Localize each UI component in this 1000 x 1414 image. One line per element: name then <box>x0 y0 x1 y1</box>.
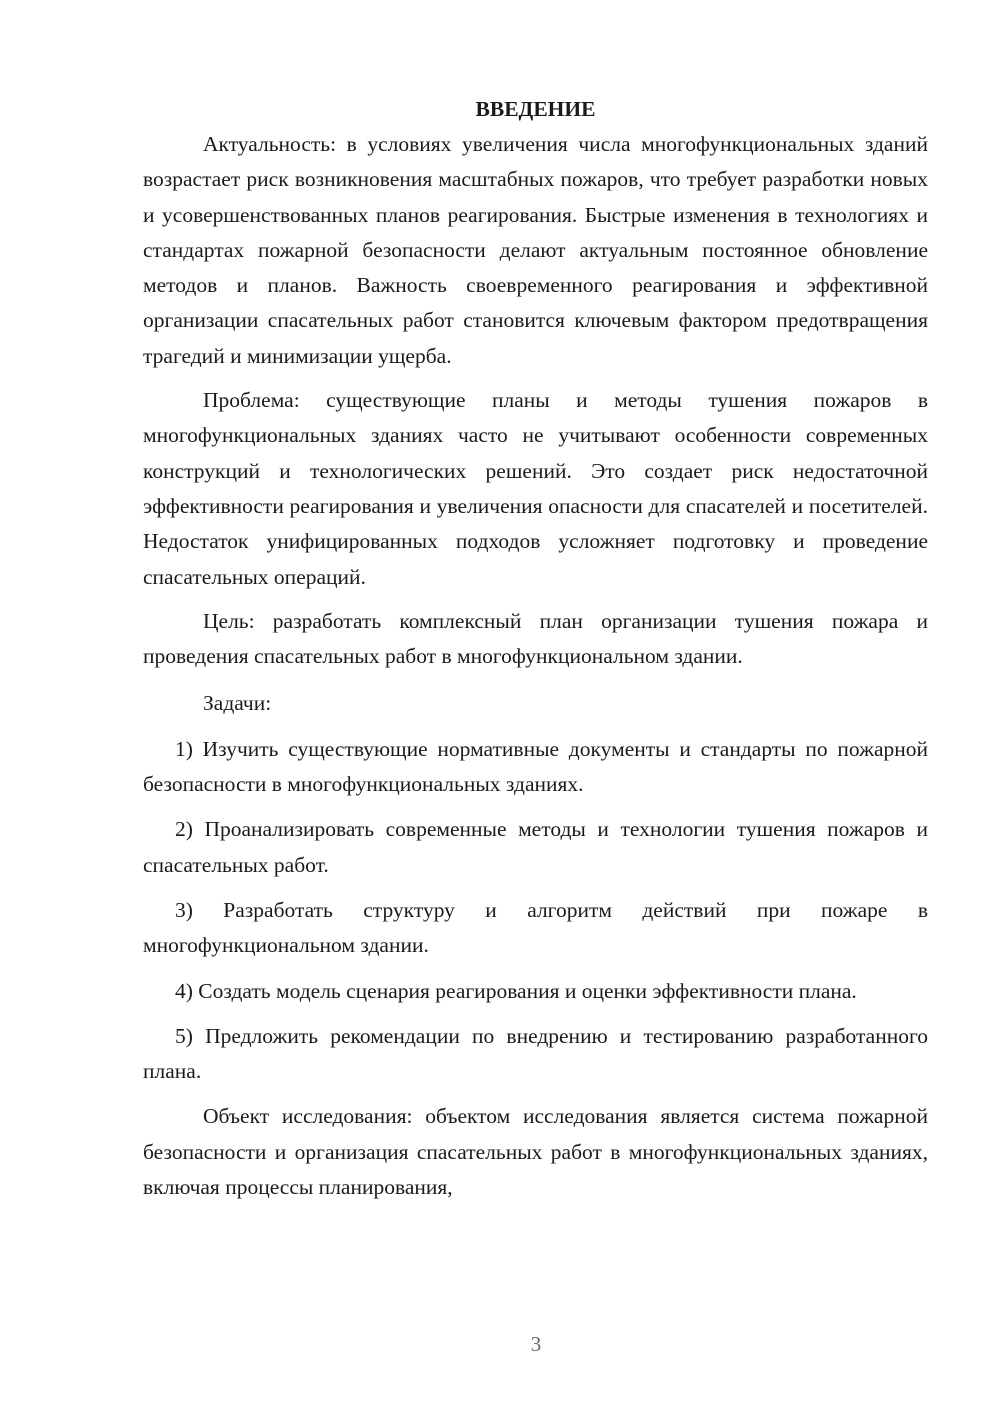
paragraph-object: Объект исследования: объектом исследования является система пожарной безопасности и организация спасательных работ в многофункциональных зданиях, включая процессы планирования, <box>143 1104 928 1200</box>
section-heading: ВВЕДЕНИЕ <box>475 97 596 121</box>
tasks-label: Задачи: <box>203 691 272 716</box>
document-page <box>143 92 928 1205</box>
task-item-3: 3) Разработать структуру и алгоритм действий при пожаре в многофункциональном здании. <box>143 897 928 958</box>
page-number: 3 <box>530 1332 542 1356</box>
task-item-5: 5) Предложить рекомендации по внедрению и тестированию разработанного плана. <box>143 1023 928 1084</box>
task-item-2: 2) Проанализировать современные методы и технологии тушения пожаров и спасательных работ. <box>143 817 928 877</box>
task-item-1: 1) Изучить существующие нормативные документы и стандарты по пожарной безопасности в многофункциональных зданиях. <box>143 736 928 797</box>
paragraph-goal: Цель: разработать комплексный план организации тушения пожара и проведения спасательных работ в многофункциональном здании. <box>143 608 928 669</box>
task-item-4: 4) Создать модель сценария реагирования и оценки эффективности плана. <box>175 978 857 1003</box>
paragraph-relevance: Актуальность: в условиях увеличения числа многофункциональных зданий возрастает риск возникновения масштабных пожаров, что требует разработки новых и усовершенствованных планов реагирования. Быстрые изменения в технологиях и стандартах пожарной безопасности делают актуальным постоянное обновление методов и планов. Важность своевременного реагирования и эффективной организации спасательных работ становится ключевым фактором предотвращения трагедий и минимизации ущерба. <box>143 132 928 368</box>
paragraph-problem: Проблема: существующие планы и методы тушения пожаров в многофункциональных зданиях часто не учитывают особенности современных конструкций и технологических решений. Это создает риск недостаточной эффективности реагирования и увеличения опасности для спасателей и посетителей. Недостаток унифицированных подходов усложняет подготовку и проведение спасательных операций. <box>143 388 928 589</box>
